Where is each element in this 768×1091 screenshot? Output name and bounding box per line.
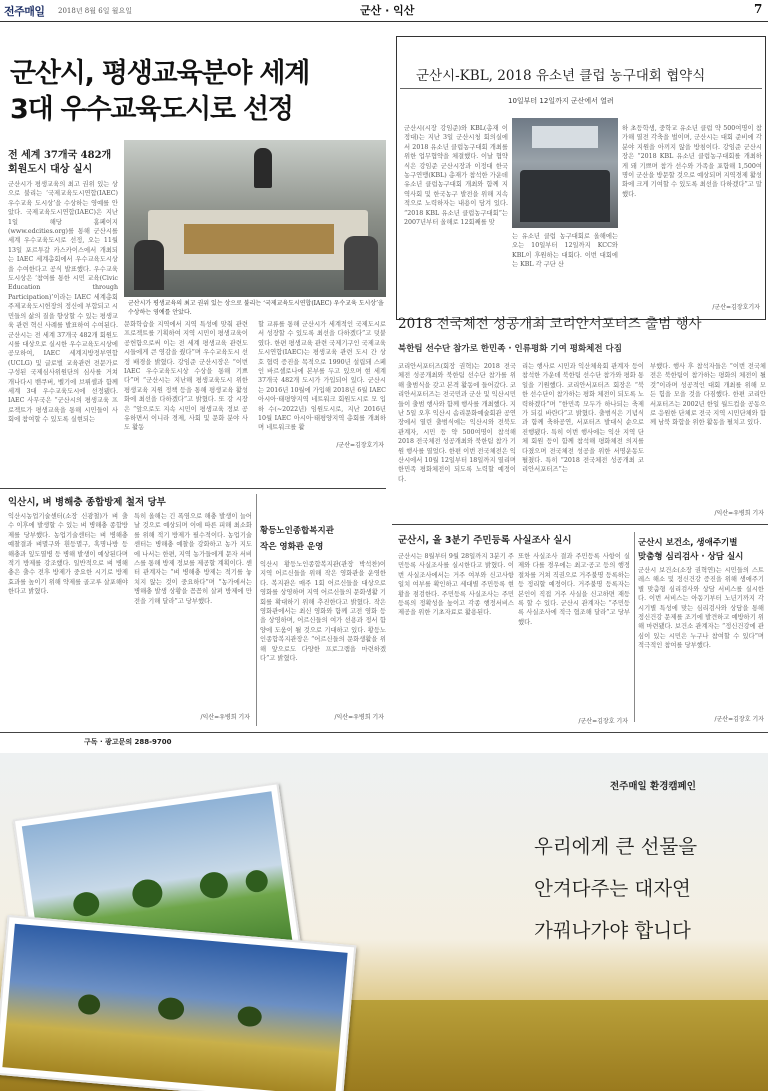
- lead-column-2: 문화학습을 지역에서 지역 특성에 맞춰 관련 프로젝트를 기획하여 지역 시민이 평생교육이 공헌함으로써 이는 전 세계 평생교육 관련도시들에게 큰 영감을 줬다”며 우수교육도시 선정 배경을 밝혔다. 강임준 군산시장은 “이번 IAEC 우수교육도시상 수상을 통해 기쁘다”며 “군산시는 지난해 평생교육도시 위한 평생교육 지원 정책 등을 통해 평생교육 활성화에 최선을 다하겠다”고 밝혔다. 또 강 시장은 “앞으로도 지속 시민이 평생교육 정보 공유하면서 이니라 경제, 사회 및 문화 분야 사도 활동: [124, 321, 248, 432]
- pest-column-1: 익산시농업기술센터(소장 신광철)가 벼 출수 이후에 발생할 수 있는 벼 병해충 종합방제를 당부했다. 농업기술센터는 벼 병해충 예찰결과 벼멸구와 흰등멸구, 혹명나방 등 해충과 잎도열병 등 병해 발생이 예상된다며 적기 방제를 강조했다. 일반적으로 벼 병해충은 출수 전후 방제가 중요한 시기로 방제 효과를 높이기 위해 약제를 골고루 살포해야 한다고 밝혔다.: [8, 513, 128, 596]
- mental-health-column-1: 군산시 보건소(소장 권혁연)는 시민들의 스트레스 해소 및 정신건강 증진을 위해 생애주기별 맞춤형 심리검사와 상담 서비스를 실시한다. 이번 서비스는 아동기부터 노년기까지 각 시기별 특성에 맞는 심리검사와 상담을 통해 정신건강 문제를 조기에 발견하고 예방하기 위해 마련됐다. 보건소 관계자는 “정신건강에 관심이 있는 시민은 누구나 참여할 수 있다”며 적극적인 참여를 당부했다.: [638, 567, 764, 650]
- supporters-column-1: 코리안서포터즈(회장 권혁)는 2018 전국체전 성공개최와 북한팀 선수단 참가를 위해 출범식을 갖고 본격 활동에 들어갔다. 코리안서포터즈는 전국민과 군산 및 익산시민들이 출범 행사와 함께 행사를 개최했다. 지난 5일 오후 익산시 솜리문화예술회관 공연장에서 열린 출범식에는 익산시와 전북도 관계자, 시민 등 약 500여명이 참석해 2018 전국체전 성공개최와 북한팀 참가 기원 행사를 열었다. 한편 이번 전국체전은 익산시에서 10월 12일부터 18일까지 열리며 한민족 평화체전이 되도록 노력할 예정이다.: [398, 363, 516, 483]
- registration-column-1: 군산시는 8월부터 9월 28일까지 3분기 주민등록 사실조사를 실시한다고 밝혔다. 이번 사실조사에서는 거주 여부와 신고사항 일치 여부를 확인하고 세대별 주민등록 현황을 점검한다. 주민등록 사실조사는 주민등록의 정확성을 높이고 각종 행정서비스 제공을 위한 기초자료로 활용된다.: [398, 553, 514, 617]
- welfare-headline: 황등노인종합복지관: [260, 526, 334, 536]
- supporters-subheadline: 북한팀 선수단 참가로 한민족 · 인류평화 기여 평화체전 다짐: [398, 344, 622, 354]
- lead-column-3: 할 교류를 통해 군산시가 세계적인 국제도시로서 성장할 수 있도록 최선을 다하겠다”고 덧붙였다. 한편 평생교육 관련 국제기구인 국제교육도시연합(IAEC)는 평생교육 관련 도시 간 상호 협력 증진을 목적으로 1990년 설립돼 스페인 바르셀로나에 본부를 두고 있으며 현 세계 37개국 482개 도시가 가입되어 있다. 군산시는 2016년 10월에 가입해 2018년 6월 IAEC 아시아·태평양지역 네트워크 회원도시로 모 입하 수(~2022년) 임원도시로, 지난 2016년 10월 IAEC 아시아·태평양지역 총회를 개최하며 네트워크를 활: [258, 321, 386, 432]
- kbl-column-3: 하 초등학생, 중학교 유소년 클럽 약 500여명이 참가해 열전 각축을 벌이며, 군산시는 대회 준비에 각 분야 지원을 아끼지 않을 방침이다. 강임준 군산시장은 “2018 KBL 유소년 클럽농구대회를 개최하게 돼 기쁘며 참가 선수와 가족을 포함해 1,500여명이 군산을 방문할 것으로 예상되며 지역경제 활성화에 크게 기여할 수 있도록 최선을 다하겠다”고 말했다.: [622, 125, 762, 198]
- kbl-photo: [512, 118, 618, 228]
- issue-date: 2018년 8월 6일 월요일: [58, 7, 132, 15]
- section-rule-right: [392, 524, 768, 525]
- landscape-photo-frame-2: [0, 915, 356, 1091]
- pest-column-2: 특히 올해는 긴 폭염으로 해충 발생이 늘어날 것으로 예상되며 이에 따른 피해 최소화를 위해 적기 방제가 필수적이다. 농업기술센터는 병해충 예찰을 강화하고 농가 지도에 나서는 한편, 지역 농가들에게 문자 서비스를 통해 방제 정보를 제공할 계획이다. 센터 관계자는 “벼 병해충 방제는 적기를 놓치지 않는 것이 중요하다”며 “농가에서는 병해충 발생 상황을 꼼꼼히 살펴 방제에 만전을 기해 달라”고 당부했다.: [134, 513, 252, 605]
- section-rule: [0, 488, 386, 489]
- lead-headline: [10, 56, 390, 128]
- lead-column-1: 군산시가 평생교육의 최고 권위 있는 상으로 불리는 ‘국제교육도시연합(IAEC) 우수교육 도시상’을 수상하는 영예를 안았다. 국제교육도시연합(IAEC)은 지난 1일 해당 홈페이지(www.edcities.org)를 통해 군산시를 세계 우수교육도시로 선정, 오는 11월 13일 포르투갈 카스카이스에서 개최되는 IAEC 세계총회에서 우수교육도시상을 수여한다고 공식 발표했다. 우수교육도시상은 ‘참여를 통한 시민 교육(Civic Education through Participation)’이라는 IAEC 세계총회 주제교육도시헌장의 정신에 부합되고 시민들의 삶의 질을 향상할 수 있는 평생교육 관련 혁신 사례를 발표하여 수여된다. 군산시는 전 세계 37개국 482개 회원도시를 대상으로 실시한 우수교육도시상에 공모하여, IAEC 세계지방정부연합(UCLG) 및 글로벌 교육관련 전문가로 구성된 국제심사위원단의 심사를 거쳐 개나다시 밴쿠버, 벨기에 브뤼셀과 함께 세계 3대 우수교육도시에 선정됐다. IAEC 사무국은 “군산시의 평생교육 프로젝트가 평생교육을 통해 시민들이 사회에 참여할 수 있도록 실현되는: [8, 181, 118, 424]
- pest-headline: 익산시, 벼 병해충 종합방제 철저 당부: [8, 497, 166, 508]
- lead-photo-caption: 군산시가 평생교육의 최고 권위 있는 상으로 불리는 ‘국제교육도시연합(IAEC) 우수교육 도시상’을 수상하는 영예를 안았다.: [128, 300, 384, 316]
- campaign-message-line1: 우리에게 큰 선물을: [534, 835, 698, 858]
- welfare-byline: /익산=우병희 기자: [334, 714, 384, 721]
- kbl-subheadline: 10일부터 12일까지 군산에서 열려: [508, 97, 614, 105]
- column-divider: [256, 494, 257, 726]
- kbl-divider: [400, 88, 762, 89]
- supporters-headline: 2018 전국체전 성공개최 코리안서포터즈 출범 행사: [398, 316, 702, 332]
- campaign-message-line3: 가꿔나가야 합니다: [534, 919, 691, 942]
- page-number: 7: [754, 2, 763, 16]
- campaign-message: [534, 826, 768, 952]
- lead-headline-line1: 군산시, 평생교육분야 세계: [10, 58, 310, 89]
- kbl-headline: 군산시-KBL, 2018 유소년 클럽 농구대회 협약식: [416, 68, 706, 84]
- registration-byline: /군산=김장호 기자: [578, 718, 628, 725]
- lead-headline-line2: 3대 우수교육도시로 선정: [10, 94, 293, 125]
- campaign-message-line2: 안겨다주는 대자연: [534, 877, 691, 900]
- registration-headline: 군산시, 올 3분기 주민등록 사실조사 실시: [398, 535, 572, 546]
- registration-column-2: 또한 사실조사 결과 주민등록 사항이 실제와 다를 경우에는 최고·공고 등의 행정 절차를 거쳐 직권으로 거주불명 등록하는 등 정리할 예정이다. 거주불명 등록자는 본인이 직접 거주 사실을 신고하면 재등록 할 수 있다. 군산시 관계자는 “주민등록 사실조사에 적극 협조해 달라”고 당부했다.: [518, 553, 630, 626]
- kbl-byline: /군산=김장호기자: [712, 304, 760, 311]
- pest-byline: /익산=우병희 기자: [200, 714, 250, 721]
- section-name: 군산 · 익산: [360, 4, 415, 17]
- kbl-column-1: 군산시(시장 강임준)와 KBL(총재 이정대)는 지난 3일 군산시청 회의실에서 2018 유소년 클럽농구대회 개최를 위한 업무협약을 체결했다. 이날 협약식은 강임준 군산시장과 이정대 한국농구연맹(KBL) 총재가 참석한 가운데 유소년 클럽농구대회 개최와 함께 지역사회 및 한국농구 발전을 위해 지속적으로 노력하자는 내용이 담겨 있다. “2018 KBL 유소년 클럽농구대회”는 2007년부터 올해로 12회째를 맞: [404, 125, 508, 227]
- lead-byline: /군산=김장호기자: [336, 442, 384, 449]
- supporters-byline: /익산=우병희 기자: [714, 510, 764, 517]
- lead-photo: [124, 140, 386, 297]
- supporters-column-3: 부했다. 행사 후 참석자들은 “이번 전국체전은 북한팀이 참가하는 평화의 체전이 될 것”이라며 성공적인 대회 개최를 위해 모든 힘을 모을 것을 다짐했다. 한편 코리안서포터즈는 2002년 한일 월드컵을 공동으로 응원한 단체로 전국 지역 시민단체와 함께 남북 화합을 위한 활동을 펼치고 있다.: [650, 363, 766, 427]
- lead-subheadline-2: 회원도시 대상 실시: [8, 164, 93, 175]
- lead-subheadline-1: 전 세계 37개국 482개: [8, 150, 112, 161]
- mental-health-byline: /군산=김장호 기자: [714, 716, 764, 723]
- subscription-contact: 구독 · 광고문의 288-9700: [84, 738, 172, 746]
- bottom-rule: [0, 732, 768, 733]
- supporters-column-2: 리는 행사로 시민과 익산체육회 관계자 등이 참석한 가운데 북한팀 선수단 참가와 평화 통일을 기원했다. 코리안서포터즈 회장은 “북한 선수단이 참가하는 평화 체전이 되도록 노력하겠다”며 “한민족 모두가 하나되는 축제가 되길 바란다”고 밝혔다. 출범식은 기념식과 함께 축하공연, 서포터즈 발대식 순으로 진행됐다. 특히 이번 행사에는 익산 지역 단체 회원 등이 함께 참석해 평화체전 의지를 다졌으며 전국체전 성공을 위한 서명운동도 펼쳤다. 특히 “2018 전국체전 성공개최 코리안서포터즈”는: [522, 363, 644, 474]
- welfare-column-1: 익산시 황등노인종합복지관(관장 박석찬)이 지역 어르신들을 위해 작은 영화관을 운영한다. 복지관은 매주 1회 어르신들을 대상으로 영화를 상영하며 지역 어르신들의 문화생활 기회를 확대하기 위해 추진한다고 밝혔다. 작은 영화관에서는 최신 영화와 함께 고전 영화 등을 상영하며, 어르신들의 여가 선용과 정서 함양에 도움이 될 것으로 기대하고 있다. 황등노인종합복지관장은 “어르신들의 문화생활을 위해 앞으로도 다양한 프로그램을 마련하겠다”고 밝혔다.: [260, 561, 386, 663]
- mental-health-subheadline: 맞춤형 심리검사 · 상담 실시: [638, 552, 744, 562]
- newspaper-name: 전주매일: [4, 5, 45, 18]
- welfare-subheadline: 작은 영화관 운영: [260, 542, 324, 552]
- mental-health-headline: 군산시 보건소, 생애주기별: [638, 538, 738, 548]
- campaign-title: 전주매일 환경캠페인: [610, 781, 696, 792]
- column-divider-right: [634, 532, 635, 722]
- kbl-column-2: 는 유소년 클럽 농구대회로 올해에는 오는 10일부터 12일까지 KCC와 KBL이 후원하는 대회다. 이번 대회에는 KBL 각 구단 산: [512, 233, 618, 269]
